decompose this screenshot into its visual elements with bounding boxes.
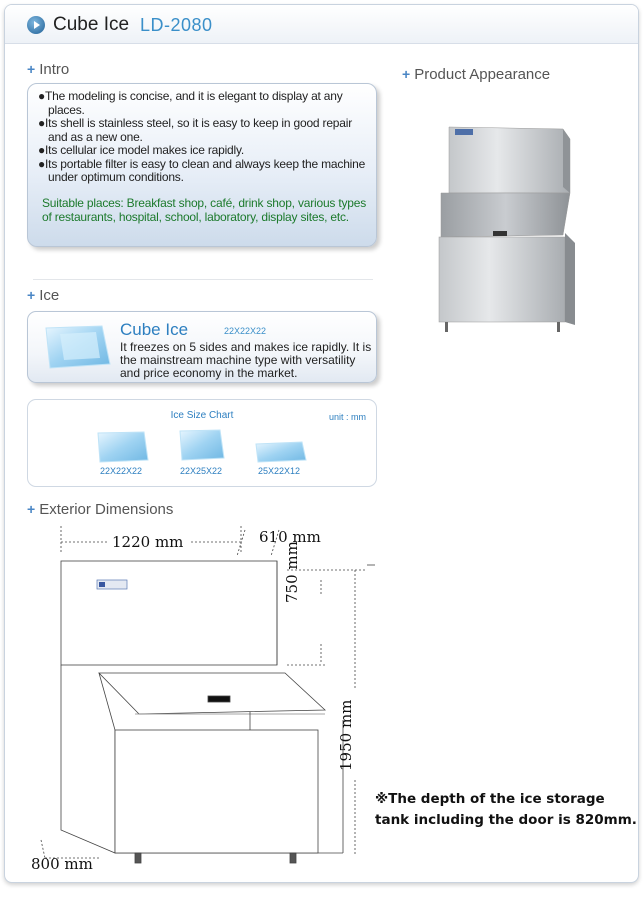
ice-size-chart-title: Ice Size Chart [170,410,234,421]
dimension-drawing [5,520,375,865]
plus-icon: + [27,501,36,517]
product-photo [425,115,575,345]
product-appearance-label: Product Appearance [414,66,551,83]
ice-size-image [252,440,308,464]
top-height-dimension: 750 mm [283,541,301,603]
base-depth-dimension: 800 mm [31,855,93,873]
storage-tank-note: ※The depth of the ice storage tank including the door is 820mm. [375,791,637,828]
cube-ice-size: 22X22X22 [224,326,267,336]
plus-icon: + [27,287,36,303]
ice-size-label: 22X25X22 [180,466,223,476]
model-number: LD-2080 [140,15,213,35]
intro-item: ●The modeling is concise, and it is elegant to display at any places. [38,89,343,117]
intro-heading-label: Intro [39,61,70,78]
unit-label: unit : mm [328,412,366,422]
product-panel [4,4,639,883]
ice-heading-label: Ice [39,287,60,304]
ice-size-image [176,428,226,462]
intro-list [38,90,373,185]
intro-item: ●Its portable filter is easy to clean and always keep the machine under optimum conditions. [38,156,366,184]
ice-box [27,311,377,383]
ice-cube-image [40,324,114,370]
ice-heading [27,287,59,304]
product-appearance-heading [402,66,550,83]
exterior-dimensions-label: Exterior Dimensions [39,501,174,518]
intro-box [27,83,377,247]
ice-size-label: 25X22X12 [258,466,301,476]
cube-ice-name: Cube Ice [120,320,189,339]
play-circle-icon [27,16,45,34]
depth-dimension: 610 mm [259,528,321,546]
intro-item: ●Its cellular ice model makes ice rapidly. [38,143,245,157]
width-dimension: 1220 mm [112,533,184,551]
header-bar [5,5,638,44]
intro-item: ●Its shell is stainless steel, so it is easy to keep in good repair and as a new one. [38,116,353,144]
cube-ice-description: It freezes on 5 sides and makes ice rapidly. It is the mainstream machine type with versatility and price economy in the market. [120,340,372,380]
ice-size-label: 22X22X22 [100,466,143,476]
ice-size-chart [27,399,377,487]
plus-icon: + [27,61,36,77]
divider [33,279,373,280]
total-height-dimension: 1950 mm [337,699,355,771]
ice-size-image [94,430,150,464]
intro-heading [27,61,69,78]
page-title: Cube Ice [53,14,130,35]
suitable-places: Suitable places: Breakfast shop, café, drink shop, various types of restaurants, hospital, school, laboratory, display sites, etc. [42,196,367,224]
exterior-dimensions-heading [27,501,173,518]
plus-icon: + [402,66,411,82]
